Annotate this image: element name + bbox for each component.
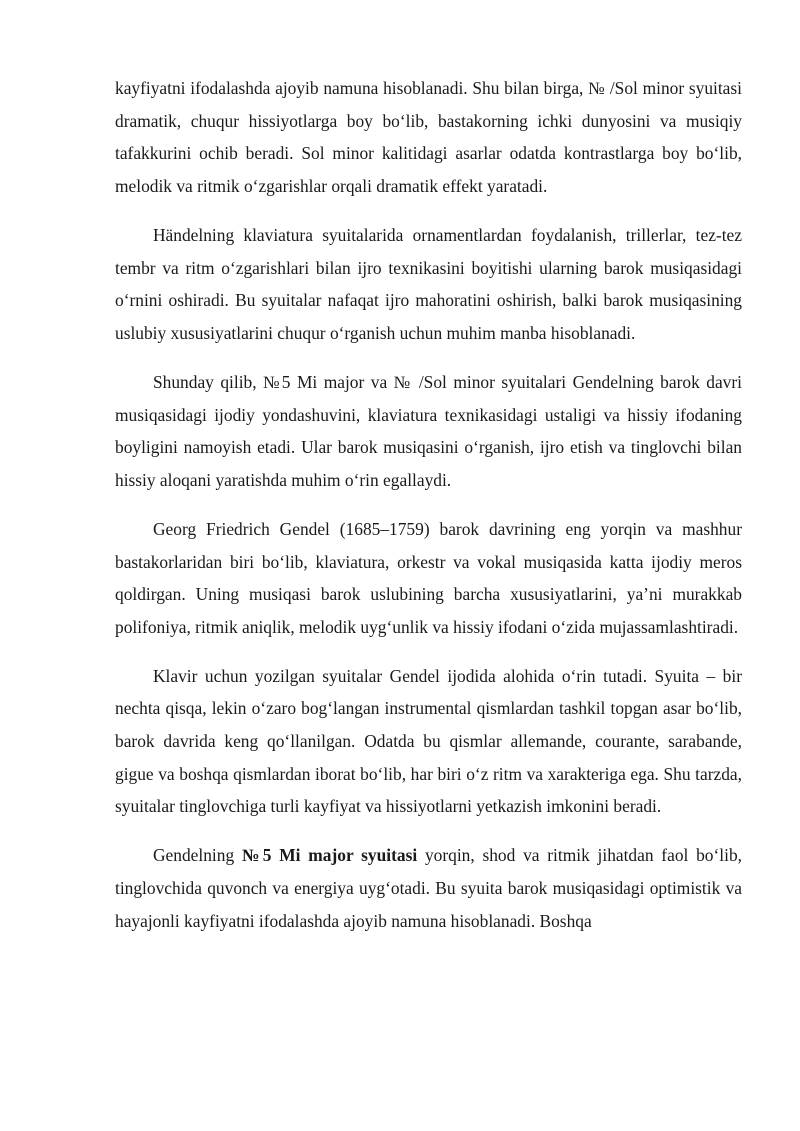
paragraph-handel-ornaments: Händelning klaviatura syuitalarida ornamentlardan foydalanish, trillerlar, tez-tez tembr va ritm o‘zgarishlari bilan ijro texnikasini boyitishi ularning barok musiqasidagi o‘rnini oshiradi. Bu syuitalar nafaqat ijro mahoratini oshirish, balki barok musiqasining uslubiy xususiyatlarini chuqur o‘rganish uchun muhim manba hisoblanadi. <box>115 224 742 343</box>
paragraph-summary: Shunday qilib, №5 Mi major va № /Sol minor syuitalari Gendelning barok davri musiqasidagi ijodiy yondashuvini, klaviatura texnikasidagi ustaligi va hissiy ifodaning boyligini namoyish etadi. Ular barok musiqasini o‘rganish, ijro etish va tinglovchi bilan hissiy aloqani yaratishda muhim o‘rin egallaydi. <box>115 371 742 490</box>
document-page <box>115 72 742 954</box>
paragraph-continuation: kayfiyatni ifodalashda ajoyib namuna hisoblanadi. Shu bilan birga, № /Sol minor syuitasi dramatik, chuqur hissiyotlarga boy bo‘lib, bastakorning ichki dunyosini va musiqiy tafakkurini ochib beradi. Sol minor kalitidagi asarlar odatda kontrastlarga boy bo‘lib, melodik va ritmik o‘zgarishlar orqali dramatik effekt yaratadi. <box>115 78 742 196</box>
bold-suite-title: №5 Mi major syuitasi <box>241 845 418 866</box>
paragraph-lead-text: Gendelning <box>153 845 242 866</box>
paragraph-rest-text: yorqin, shod va ritmik jihatdan faol bo‘lib, tinglovchida quvonch va energiya uyg‘otadi. Bu syuita barok musiqasidagi optimistik va hayajonli kayfiyatni ifodalashda ajoyib namuna hisoblanadi. Boshqa <box>115 845 743 931</box>
paragraph-suite-no5 <box>115 839 742 937</box>
paragraph-gendel-biography: Georg Friedrich Gendel (1685–1759) barok davrining eng yorqin va mashhur bastakorlaridan biri bo‘lib, klaviatura, orkestr va vokal musiqasida katta ijodiy meros qoldirgan. Uning musiqasi barok uslubining barcha xususiyatlarini, ya’ni murakkab polifoniya, ritmik aniqlik, melodik uyg‘unlik va hissiy ifodani o‘zida mujassamlashtiradi. <box>115 518 742 637</box>
paragraph-suites: Klavir uchun yozilgan syuitalar Gendel ijodida alohida o‘rin tutadi. Syuita – bir nechta qisqa, lekin o‘zaro bog‘langan instrumental qismlardan tashkil topgan asar bo‘lib, barok davrida keng qo‘llanilgan. Odatda bu qismlar allemande, courante, sarabande, gigue va boshqa qismlardan iborat bo‘lib, har biri o‘z ritm va xarakteriga ega. Shu tarzda, syuitalar tinglovchiga turli kayfiyat va hissiyotlarni yetkazish imkonini beradi. <box>115 665 742 817</box>
